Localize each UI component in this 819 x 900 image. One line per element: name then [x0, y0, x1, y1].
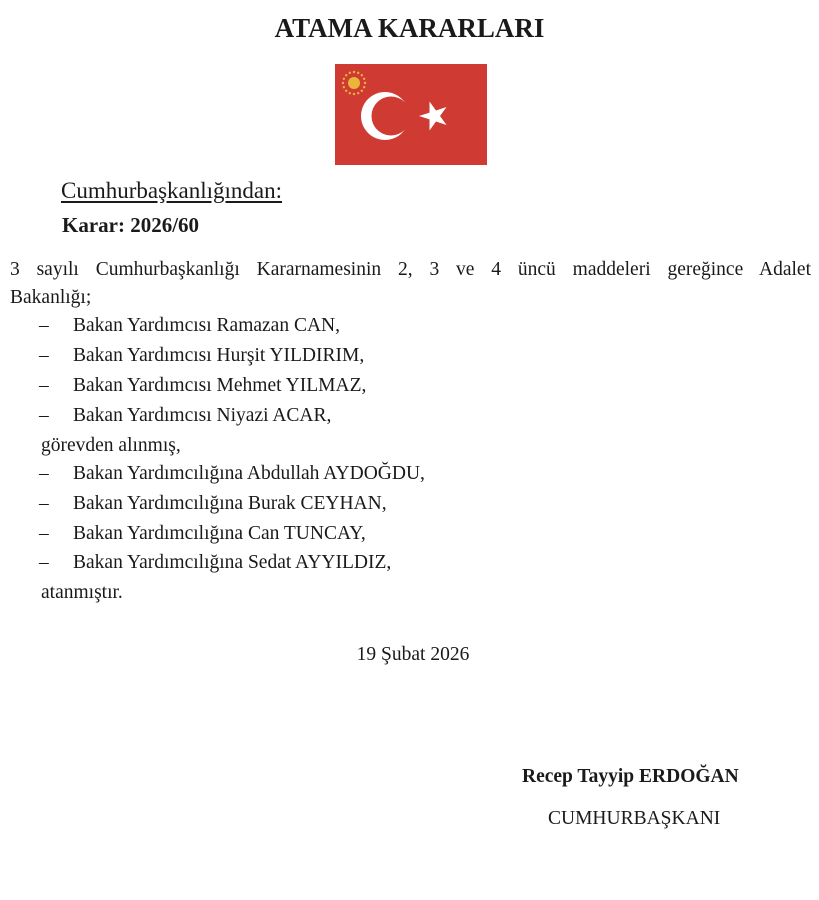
- dash: –: [39, 552, 49, 573]
- list-item: [0, 521, 819, 547]
- list-item: [0, 461, 819, 487]
- sun-star: [361, 74, 363, 76]
- appointed-item-text: Bakan Yardımcılığına Abdullah AYDOĞDU,: [73, 463, 425, 484]
- sun-star: [363, 78, 365, 80]
- sun-star: [345, 90, 347, 92]
- dash: –: [39, 405, 49, 426]
- sun-star: [357, 92, 359, 94]
- sun-star: [363, 86, 365, 88]
- sun-star: [343, 78, 345, 80]
- sun-star: [343, 86, 345, 88]
- sun-star: [342, 82, 344, 84]
- dash: –: [39, 523, 49, 544]
- signer-title: CUMHURBAŞKANI: [548, 808, 721, 829]
- dismissed-item-text: Bakan Yardımcısı Niyazi ACAR,: [73, 405, 332, 426]
- appointed-item-text: Bakan Yardımcılığına Sedat AYYILDIZ,: [73, 552, 392, 573]
- dash: –: [39, 345, 49, 366]
- dash: –: [39, 493, 49, 514]
- issuer-heading: Cumhurbaşkanlığından:: [61, 178, 283, 203]
- sun-star: [353, 93, 355, 95]
- list-item: [0, 403, 819, 429]
- sun-star: [364, 82, 366, 84]
- signer-name: Recep Tayyip ERDOĞAN: [522, 766, 739, 787]
- list-item: [0, 313, 819, 339]
- turkish-presidential-flag-icon: [335, 64, 487, 165]
- list-item: [0, 343, 819, 369]
- dismissed-item-text: Bakan Yardımcısı Ramazan CAN,: [73, 315, 341, 336]
- appointed-item-text: Bakan Yardımcılığına Burak CEYHAN,: [73, 493, 387, 514]
- sun-star: [345, 74, 347, 76]
- document-title: ATAMA KARARLARI: [274, 13, 545, 43]
- sun-star: [357, 72, 359, 74]
- appointed-item-text: Bakan Yardımcılığına Can TUNCAY,: [73, 523, 366, 544]
- intro-paragraph-line-2: Bakanlığı;: [10, 287, 92, 308]
- dash: –: [39, 375, 49, 396]
- appointed-label: atanmıştır.: [41, 582, 123, 603]
- sun-star: [353, 71, 355, 73]
- list-item: [0, 373, 819, 399]
- list-item: [0, 550, 819, 576]
- sun-star: [349, 92, 351, 94]
- dash: –: [39, 315, 49, 336]
- decision-number: Karar: 2026/60: [62, 213, 200, 237]
- sun-star: [361, 90, 363, 92]
- dismissed-label: görevden alınmış,: [41, 435, 181, 456]
- intro-paragraph-line-1: 3 sayılı Cumhurbaşkanlığı Kararnamesinin 2, 3 ve 4 üncü maddeleri gereğince Adalet: [10, 259, 811, 280]
- dash: –: [39, 463, 49, 484]
- dismissed-item-text: Bakan Yardımcısı Mehmet YILMAZ,: [73, 375, 367, 396]
- sun-star: [349, 72, 351, 74]
- list-item: [0, 491, 819, 517]
- dismissed-item-text: Bakan Yardımcısı Hurşit YILDIRIM,: [73, 345, 365, 366]
- decision-date: 19 Şubat 2026: [356, 644, 470, 665]
